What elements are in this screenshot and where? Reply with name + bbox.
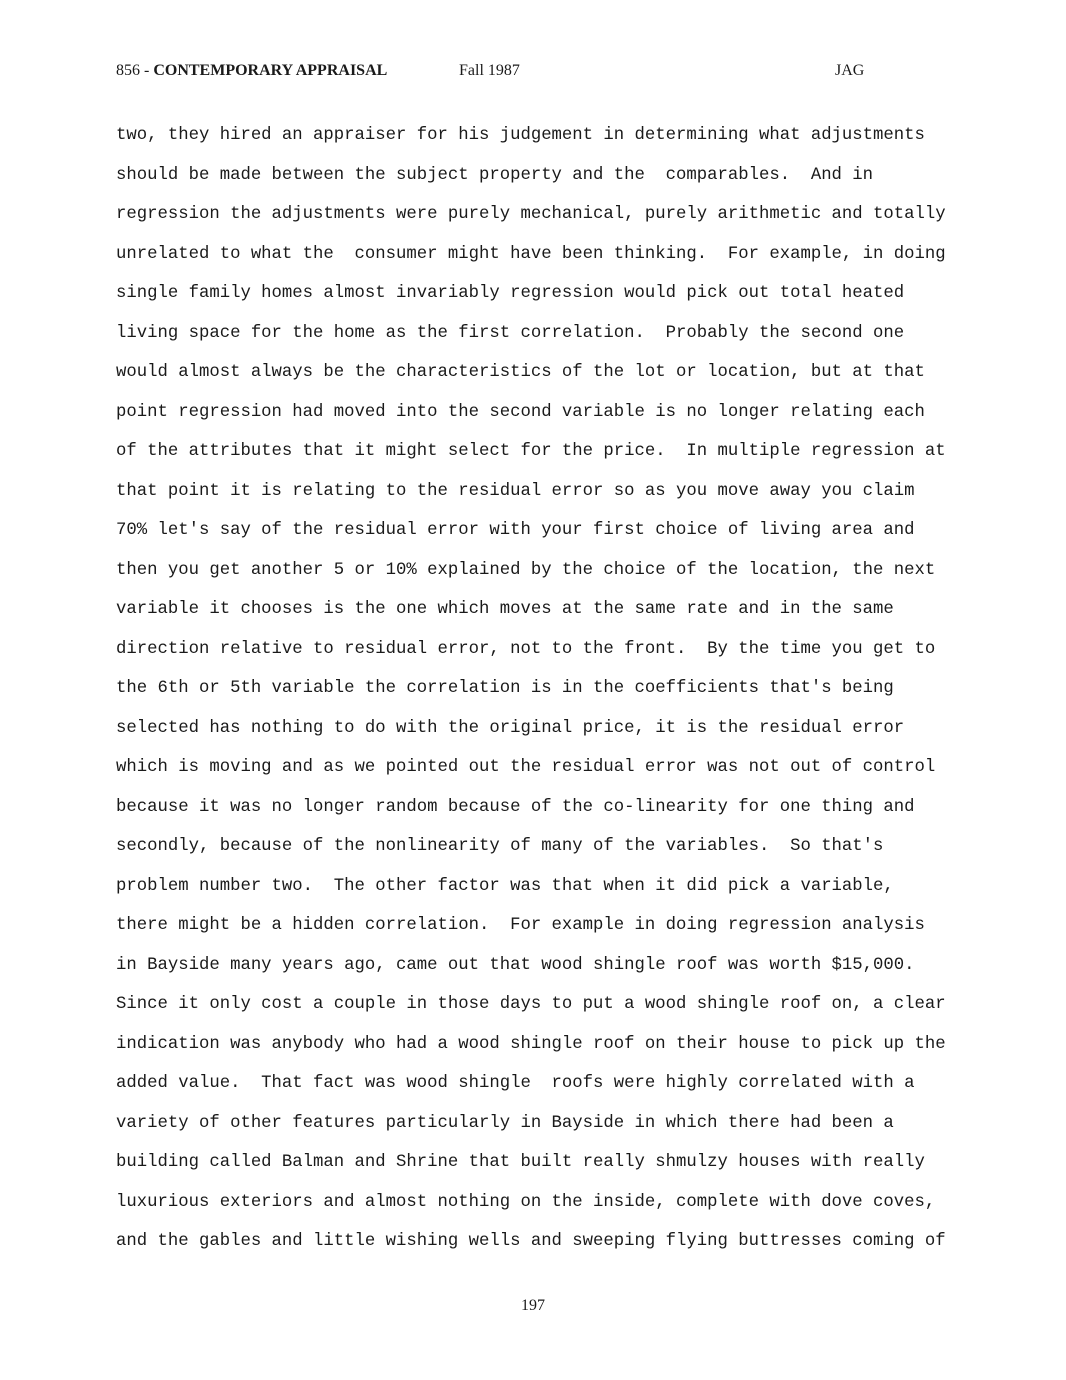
- text-line: secondly, because of the nonlinearity of many of the variables. So that's: [116, 837, 884, 856]
- author-initials: JAG: [835, 62, 865, 79]
- text-line: living space for the home as the first correlation. Probably the second one: [116, 323, 905, 343]
- text-line: which is moving and as we pointed out the residual error was not out of control: [116, 758, 936, 777]
- text-line: luxurious exteriors and almost nothing on the inside, complete with dove coves,: [116, 1192, 936, 1212]
- text-line: the 6th or 5th variable the correlation is in the coefficients that's being: [116, 679, 894, 698]
- page-header: [116, 62, 896, 84]
- text-line: variable it chooses is the one which moves at the same rate and in the same: [116, 600, 894, 619]
- text-line: of the attributes that it might select for the price. In multiple regression at: [116, 442, 946, 461]
- text-line: two, they hired an appraiser for his judgement in determining what adjustments: [116, 126, 925, 145]
- text-line: because it was no longer random because of the co-linearity for one thing and: [116, 797, 915, 817]
- course-title: CONTEMPORARY APPRAISAL: [153, 62, 388, 79]
- text-line: building called Balman and Shrine that built really shmulzy houses with really: [116, 1153, 925, 1172]
- text-line: single family homes almost invariably regression would pick out total heated: [116, 284, 905, 303]
- text-line: unrelated to what the consumer might have been thinking. For example, in doing: [116, 244, 946, 264]
- course-heading: [116, 62, 387, 80]
- text-line: that point it is relating to the residual error so as you move away you claim: [116, 481, 915, 501]
- text-line: selected has nothing to do with the original price, it is the residual error: [116, 718, 905, 738]
- text-line: then you get another 5 or 10% explained by the choice of the location, the next: [116, 560, 936, 580]
- text-line: and the gables and little wishing wells and sweeping flying buttresses coming of: [116, 1232, 946, 1251]
- text-line: regression the adjustments were purely mechanical, purely arithmetic and totally: [116, 205, 946, 224]
- text-line: there might be a hidden correlation. For example in doing regression analysis: [116, 916, 925, 935]
- page-number: 197: [521, 1297, 545, 1314]
- term-label: Fall 1987: [459, 62, 520, 79]
- text-line: variety of other features particularly in Bayside in which there had been a: [116, 1113, 894, 1133]
- text-line: problem number two. The other factor was that when it did pick a variable,: [116, 876, 894, 896]
- text-line: 70% let's say of the residual error with your first choice of living area and: [116, 521, 915, 540]
- text-line: in Bayside many years ago, came out that wood shingle roof was worth $15,000.: [116, 955, 915, 975]
- text-line: point regression had moved into the second variable is no longer relating each: [116, 402, 925, 422]
- text-line: Since it only cost a couple in those days to put a wood shingle roof on, a clear: [116, 995, 946, 1014]
- course-number: 856 -: [116, 62, 154, 79]
- text-line: added value. That fact was wood shingle roofs were highly correlated with a: [116, 1074, 915, 1093]
- text-line: should be made between the subject property and the comparables. And in: [116, 165, 874, 185]
- text-line: would almost always be the characteristics of the lot or location, but at that: [116, 363, 925, 382]
- text-line: indication was anybody who had a wood shingle roof on their house to pick up the: [116, 1034, 946, 1054]
- text-line: direction relative to residual error, not to the front. By the time you get to: [116, 639, 936, 659]
- transcript-body: [116, 122, 976, 1268]
